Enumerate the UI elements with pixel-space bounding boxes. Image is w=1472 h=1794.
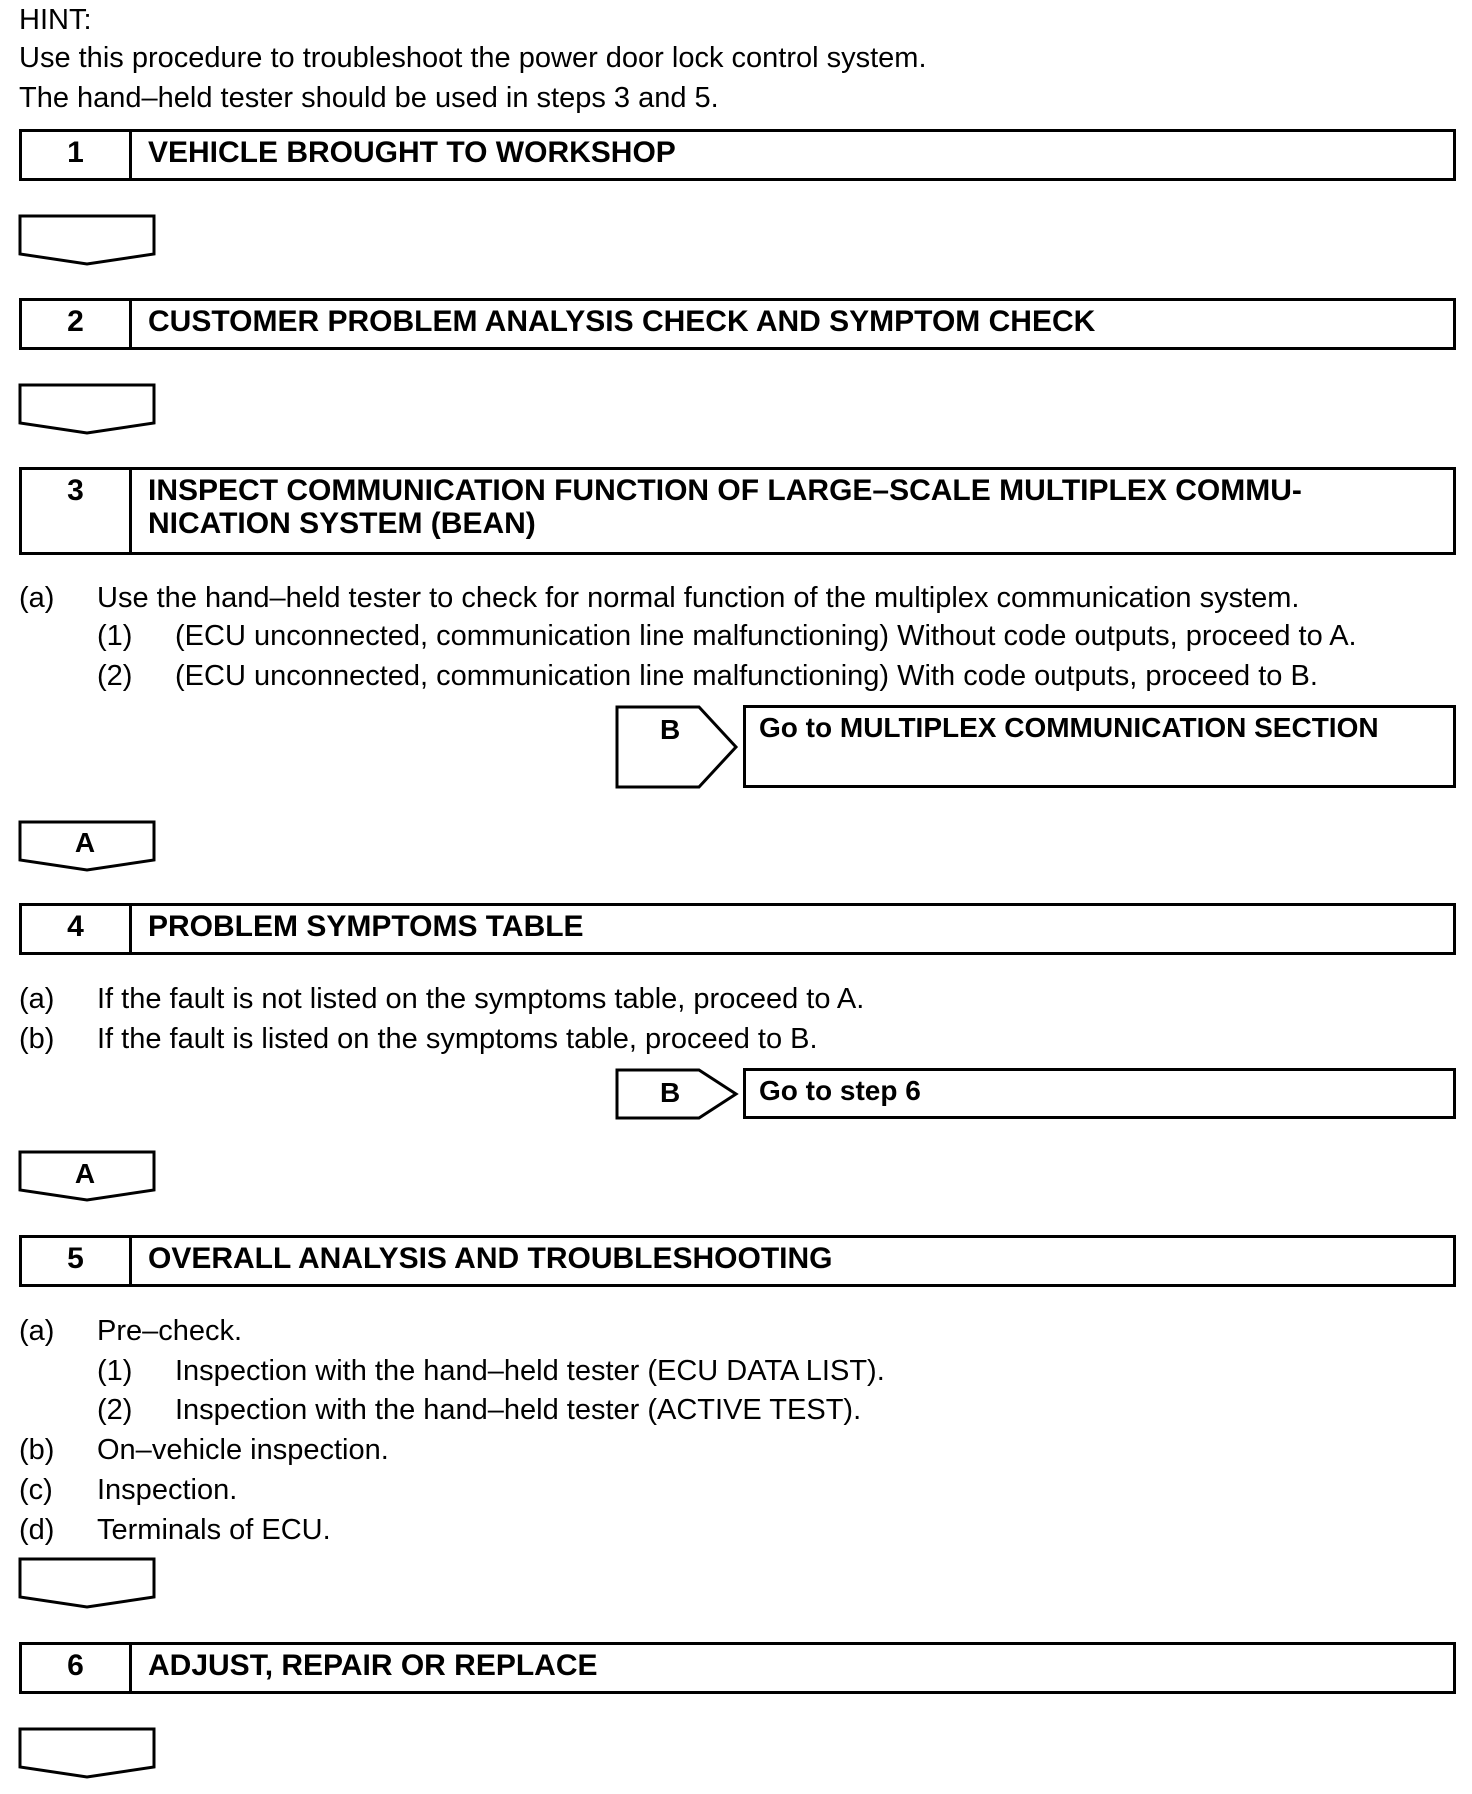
- step-number: 1: [22, 132, 132, 178]
- flow-a-label: A: [74, 827, 96, 858]
- step-number: 5: [22, 1238, 132, 1284]
- step-title: [148, 474, 1439, 540]
- step5-item-1-mark: (1): [97, 1355, 133, 1387]
- step4-item-b-text: If the fault is listed on the symptoms table, proceed to B.: [97, 1023, 818, 1055]
- step5-item-b-mark: (b): [19, 1434, 55, 1466]
- step4-item-a-text: If the fault is not listed on the symptoms table, proceed to A.: [97, 983, 865, 1015]
- step-1-header: [19, 129, 1456, 181]
- hint-line-1: Use this procedure to troubleshoot the power door lock control system.: [19, 42, 927, 74]
- go-to-multiplex-text: Go to MULTIPLEX COMMUNICATION SECTION: [759, 712, 1379, 743]
- step3-item-1-text: (ECU unconnected, communication line malfunctioning) Without code outputs, proceed to A.: [175, 620, 1357, 652]
- result-b-label: B: [660, 1077, 681, 1108]
- step3-item-2-mark: (2): [97, 660, 133, 692]
- flow-down-arrow-icon: [18, 1557, 158, 1609]
- step-title: ADJUST, REPAIR OR REPLACE: [148, 1649, 598, 1682]
- step-number: 6: [22, 1645, 132, 1691]
- step-3-header: [19, 467, 1456, 555]
- step-title: CUSTOMER PROBLEM ANALYSIS CHECK AND SYMPTOM CHECK: [148, 305, 1096, 338]
- step3-item-2-text: (ECU unconnected, communication line malfunctioning) With code outputs, proceed to B.: [175, 660, 1318, 692]
- step5-item-a-text: Pre–check.: [97, 1315, 243, 1347]
- step5-item-b-text: On–vehicle inspection.: [97, 1434, 389, 1466]
- step-2-header: [19, 298, 1456, 350]
- step-number: 3: [22, 470, 132, 552]
- step5-item-d-text: Terminals of ECU.: [97, 1514, 331, 1546]
- flow-down-arrow-icon: [18, 1727, 158, 1779]
- step-title: VEHICLE BROUGHT TO WORKSHOP: [148, 136, 676, 169]
- result-b-label: B: [660, 714, 681, 745]
- step-5-header: [19, 1235, 1456, 1287]
- step-title-line-2: NICATION SYSTEM (BEAN): [148, 507, 536, 540]
- step5-item-c-text: Inspection.: [97, 1474, 238, 1506]
- step-title-line-1: INSPECT COMMUNICATION FUNCTION OF LARGE–SCALE MULTIPLEX COMMU-: [148, 474, 1302, 507]
- step5-item-2-mark: (2): [97, 1394, 133, 1426]
- step5-item-1-text: Inspection with the hand–held tester (ECU DATA LIST).: [175, 1355, 885, 1387]
- step3-item-a-mark: (a): [19, 582, 55, 614]
- step5-item-a-mark: (a): [19, 1315, 55, 1347]
- step-title: PROBLEM SYMPTOMS TABLE: [148, 910, 584, 943]
- step4-item-a-mark: (a): [19, 983, 55, 1015]
- flow-a-label: A: [74, 1158, 96, 1189]
- step3-item-a-text: Use the hand–held tester to check for normal function of the multiplex communication system.: [97, 582, 1300, 614]
- step-number: 4: [22, 906, 132, 952]
- step5-item-2-text: Inspection with the hand–held tester (ACTIVE TEST).: [175, 1394, 862, 1426]
- hint-label: HINT:: [19, 4, 92, 36]
- step-number: 2: [22, 301, 132, 347]
- step-title: OVERALL ANALYSIS AND TROUBLESHOOTING: [148, 1242, 833, 1275]
- step5-item-d-mark: (d): [19, 1514, 55, 1546]
- step5-item-c-mark: (c): [19, 1474, 53, 1506]
- flow-down-arrow-icon: [18, 214, 158, 266]
- go-to-step-6-text: Go to step 6: [759, 1075, 921, 1106]
- step3-item-1-mark: (1): [97, 620, 133, 652]
- flow-down-arrow-icon: [18, 383, 158, 435]
- hint-line-2: The hand–held tester should be used in steps 3 and 5.: [19, 82, 719, 114]
- go-to-multiplex-box: [743, 705, 1456, 788]
- step4-item-b-mark: (b): [19, 1023, 55, 1055]
- step-4-header: [19, 903, 1456, 955]
- step-6-header: [19, 1642, 1456, 1694]
- go-to-step-6-box: [743, 1068, 1456, 1119]
